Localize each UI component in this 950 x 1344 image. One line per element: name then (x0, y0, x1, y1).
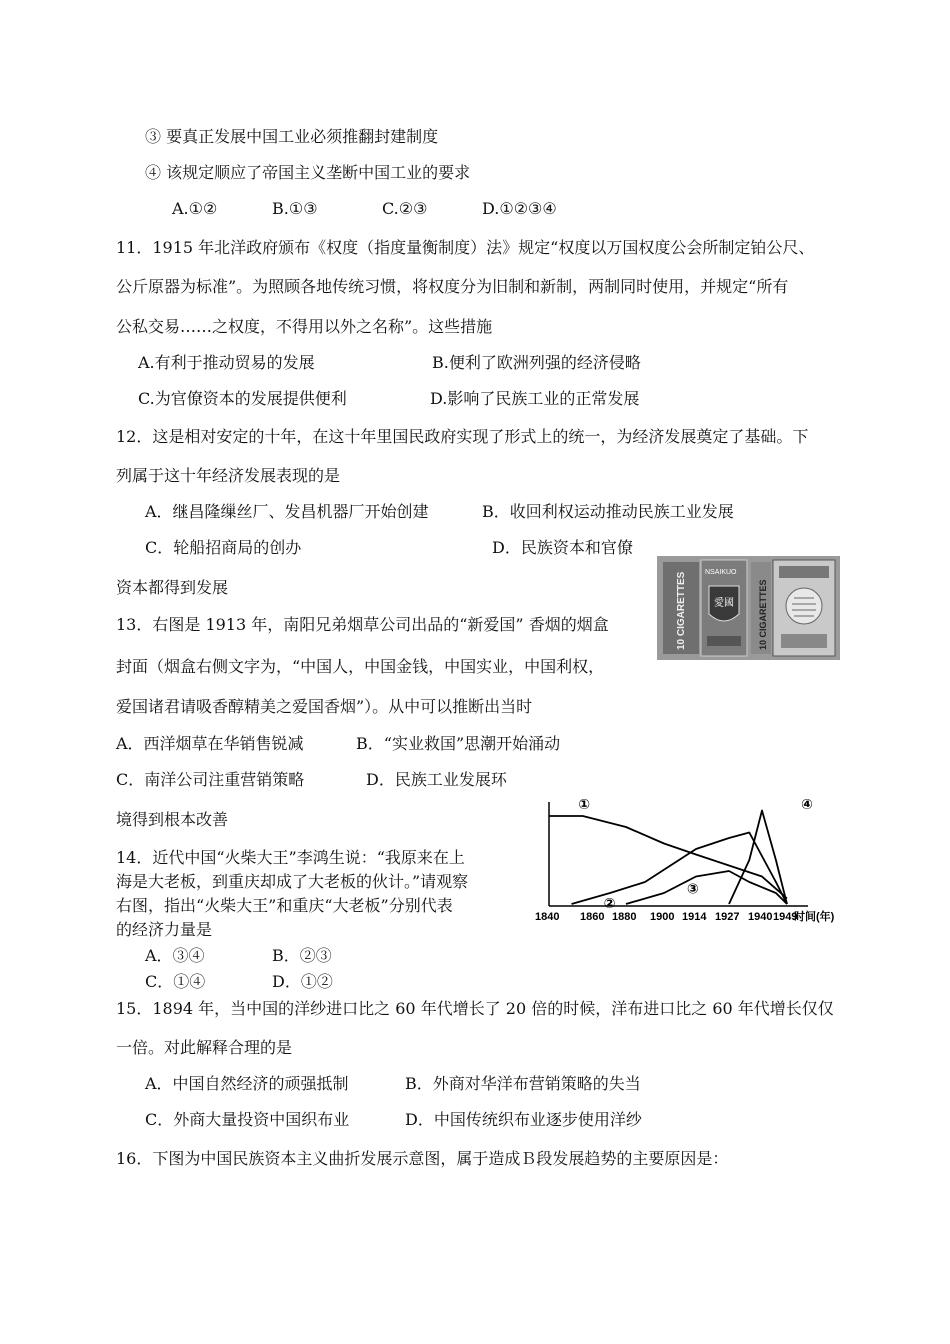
q11-option-d: D.影响了民族工业的正常发展 (430, 389, 640, 408)
x-tick-label: 1840 (535, 911, 560, 923)
q15-line-2: 一倍。对此解释合理的是 (116, 1038, 293, 1057)
q14-option-d: D．①② (272, 972, 333, 991)
q12-option-d: D．民族资本和官僚 (492, 538, 633, 557)
q14-line-1: 14．近代中国“火柴大王”李鸿生说：“我原来在上 (116, 848, 465, 867)
q15-line-1: 15．1894 年，当中国的洋纱进口比之 60 年代增长了 20 倍的时候，洋布进口比之 60 年代增长仅仅 (116, 999, 834, 1018)
x-tick-label: 1914 (682, 911, 707, 923)
q13-line-1: 13．右图是 1913 年，南阳兄弟烟草公司出品的“新爱国” 香烟的烟盒 (116, 615, 609, 634)
series-line (572, 833, 788, 905)
series-label: ① (578, 798, 591, 812)
q14-option-b: B．②③ (272, 946, 332, 965)
q10-option-c: C.②③ (382, 199, 428, 218)
q13-option-b: B．“实业救国”思潮开始涌动 (356, 734, 561, 753)
q10-item-3: ③ 要真正发展中国工业必须推翻封建制度 (145, 127, 439, 146)
pack-left-side-text: 10 CIGARETTES (676, 571, 687, 650)
q13-line-4: 境得到根本改善 (116, 810, 229, 829)
q15-option-a: A．中国自然经济的顽强抵制 (145, 1074, 349, 1093)
q14-line-3: 右图，指出“火柴大王”和重庆“大老板”分别代表 (116, 896, 453, 915)
x-tick-label: 1900 (650, 911, 675, 923)
q10-option-b: B.①③ (272, 199, 318, 218)
x-tick-label: 1927 (715, 911, 740, 923)
x-tick-label: 1860 (580, 911, 605, 923)
q13-option-a: A．西洋烟草在华销售锐减 (116, 734, 304, 753)
q15-option-b: B．外商对华洋布营销策略的失当 (405, 1074, 641, 1093)
q11-line-3: 公私交易……之权度，不得用以外之名称”。这些措施 (116, 317, 493, 336)
q11-option-b: B.便利了欧洲列强的经济侵略 (432, 353, 641, 372)
q14-line-4: 的经济力量是 (116, 920, 213, 939)
series-line (626, 871, 787, 904)
chart-x-label: 时间(年) (794, 911, 835, 923)
q11-line-1: 11．1915 年北洋政府颁布《权度（指度量衡制度）法》规定“权度以万国权度公会所制定铂公尺、 (116, 238, 815, 257)
q11-option-c: C.为官僚资本的发展提供便利 (138, 389, 347, 408)
q11-option-a: A.有利于推动贸易的发展 (138, 353, 315, 372)
q15-option-d: D．中国传统织布业逐步使用洋纱 (405, 1110, 642, 1129)
q13-option-c: C．南洋公司注重营销策略 (116, 770, 305, 789)
series-line (549, 816, 787, 899)
q12-option-a: A．继昌隆缫丝厂、发昌机器厂开始创建 (145, 502, 429, 521)
q12-line-2: 列属于这十年经济发展表现的是 (116, 466, 341, 485)
q12-line-1: 12．这是相对安定的十年，在这十年里国民政府实现了形式上的统一，为经济发展奠定了基础。下 (116, 427, 809, 446)
q13-line-2: 封面（烟盒右侧文字为，“中国人，中国金钱，中国实业，中国利权， (116, 657, 605, 676)
q10-option-a: A.①② (172, 199, 218, 218)
pack-left-badge: 愛國 (714, 598, 734, 609)
q12-option-b: B．收回利权运动推动民族工业发展 (482, 502, 734, 521)
economic-forces-chart (532, 798, 842, 928)
x-tick-label: 1940 (748, 911, 773, 923)
q13-line-3: 爱国诸君请吸香醇精美之爱国香烟”）。从中可以推断出当时 (116, 697, 533, 716)
cigarette-pack-image (657, 556, 840, 660)
q13-option-d: D．民族工业发展环 (366, 770, 507, 789)
series-label: ④ (801, 798, 813, 812)
x-tick-label: 1949 (773, 911, 798, 923)
pack-left-brand: NSAIKUO (705, 569, 737, 576)
series-label: ③ (686, 880, 699, 897)
series-label: ② (603, 895, 616, 911)
x-tick-label: 1880 (612, 911, 637, 923)
q11-line-2: 公斤原器为标准”。为照顾各地传统习惯，将权度分为旧制和新制，两制同时使用，并规定“所有 (116, 277, 789, 296)
q10-item-4: ④ 该规定顺应了帝国主义垄断中国工业的要求 (145, 163, 471, 182)
q16-line-1: 16．下图为中国民族资本主义曲折发展示意图，属于造成Ｂ段发展趋势的主要原因是： (116, 1149, 729, 1168)
q14-line-2: 海是大老板，到重庆却成了大老板的伙计。”请观察 (116, 872, 469, 891)
q14-option-a: A．③④ (145, 946, 205, 965)
pack-right-side-text: 10 CIGARETTES (758, 579, 768, 650)
q14-option-c: C．①④ (145, 972, 206, 991)
q12-line-3: 资本都得到发展 (116, 578, 229, 597)
q15-option-c: C．外商大量投资中国织布业 (145, 1110, 350, 1129)
q10-option-d: D.①②③④ (482, 199, 557, 218)
q12-option-c: C．轮船招商局的创办 (145, 538, 302, 557)
